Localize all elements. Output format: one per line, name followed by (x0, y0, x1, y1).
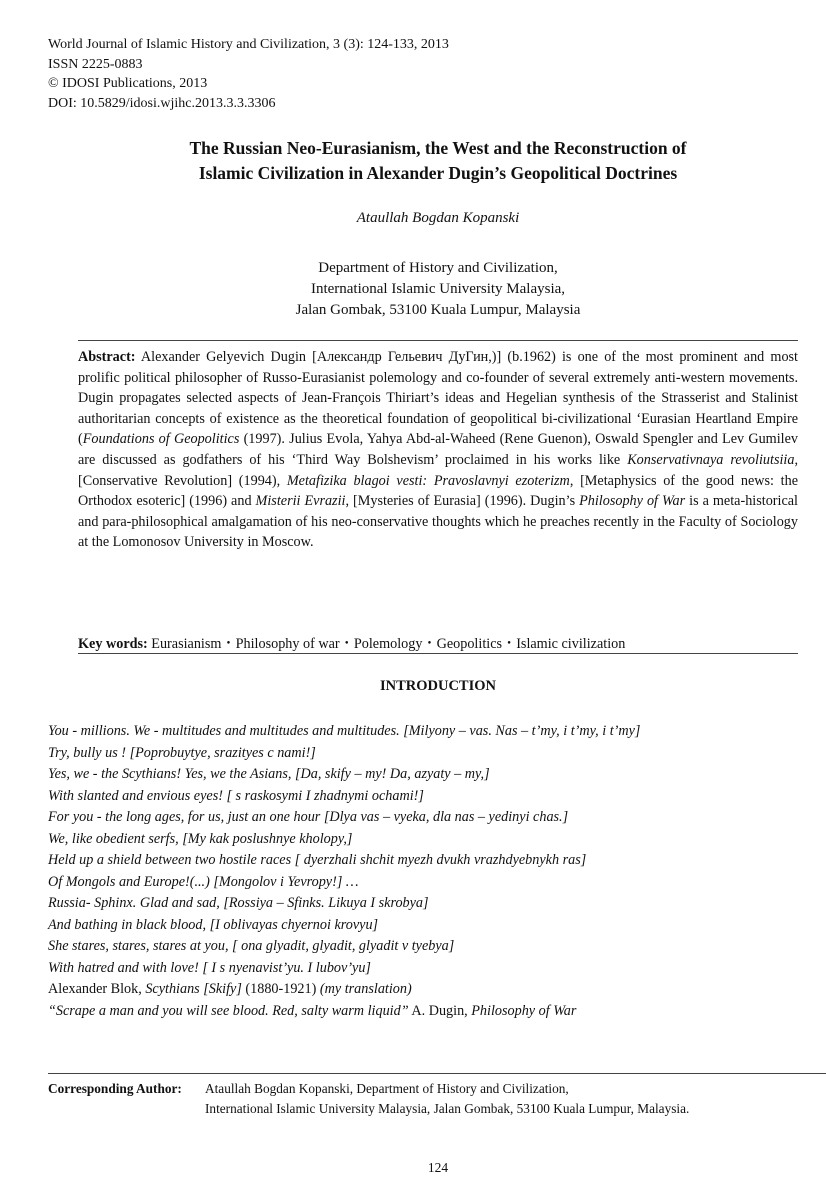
introduction-heading: INTRODUCTION (379, 678, 496, 694)
paper-title (60, 136, 816, 186)
abstract-italic-2: Konservativnaya revoliutsiia (627, 451, 795, 468)
abstract-text-1: Alexander Gelyevich Dugin [Александр Гельевич ДуГин,)] (b.1962) is one of the most prominent and most prolific political philosopher of Russo-Eurasianist polemology and co-founder of several extremely anti-western movements. Dugin propagates selected aspects of Jean-François Thiriart’s ideas and Hegelian synthesis of the Strasserist and Stalinist authoritarian concepts of existence as the theoretical foundation of geopolitical bi-civilizational ‘Eurasian Heartland Empire ( (78, 349, 798, 448)
page-number: 124 (427, 1160, 449, 1175)
poem-line: She stares, stares, stares at you, [ ona glyadit, glyadit, glyadit v tyebya] (48, 938, 455, 954)
journal-issn: ISSN 2225-0883 (48, 56, 143, 72)
abstract-text-6: is a meta-historical and para-philosophical amalgamation of his neo-conservative thoughts which he preaches recently in the Faculty of Sociology at the Lomonosov University in Moscow. (78, 493, 798, 551)
dugin-quote-text: “Scrape a man and you will see blood. Red, salty warm liquid” (48, 1002, 409, 1019)
keywords (78, 633, 798, 653)
poem-line: Try, bully us ! [Poprobuytye, srazityes c nami!] (48, 744, 316, 761)
poem-credit-note: (my translation) (319, 981, 412, 997)
keywords-bottom-rule (78, 653, 798, 654)
abstract-top-rule (78, 340, 798, 341)
poem-line: Held up a shield between two hostile races [ dyerzhali shchit myezh dvukh vrazhdyebnykh ras] (48, 852, 587, 868)
keywords-text: Eurasianism・Philosophy of war・Polemology・Geopolitics・Islamic civilization (147, 636, 626, 652)
journal-citation: World Journal of Islamic History and Civilization, 3 (3): 124-133, 2013 (48, 37, 449, 52)
poem-line: Russia- Sphinx. Glad and sad, [Rossiya – Sfinks. Likuya I skrobya] (48, 895, 429, 911)
corresponding-line-1: Ataullah Bogdan Kopanski, Department of History and Civilization, (205, 1081, 569, 1096)
abstract-italic-5: Philosophy of War (579, 493, 686, 510)
keywords-label: Key words: (78, 636, 148, 652)
poem-line: With hatred and with love! [ I s nyenavist’yu. I lubov’yu] (48, 959, 371, 976)
corresponding-line-2: International Islamic University Malaysia, Jalan Gombak, 53100 Kuala Lumpur, Malaysia. (205, 1101, 690, 1116)
dugin-quote-author: A. Dugin, (408, 1002, 472, 1019)
dugin-quote (48, 1001, 640, 1023)
abstract-text-5: , [Mysteries of Eurasia] (1996). Dugin’s (345, 493, 580, 510)
poem-line: And bathing in black blood, [I oblivayas chyernoi krovyu] (48, 916, 379, 933)
abstract-italic-4: Misterii Evrazii (255, 493, 346, 510)
affiliation (40, 258, 826, 321)
affiliation-line-3: Jalan Gombak, 53100 Kuala Lumpur, Malaysia (295, 302, 581, 318)
dugin-quote-work: Philosophy of War (471, 1002, 577, 1019)
poem-line: With slanted and envious eyes! [ s raskosymi I zhadnymi ochami!] (48, 787, 424, 804)
corresponding-label: Corresponding Author: (48, 1081, 182, 1096)
corresponding-author (48, 1079, 689, 1119)
poem-line: For you - the long ages, for us, just an one hour [Dlya vas – vyeka, dla nas – yedinyi chas.] (48, 809, 569, 825)
poem-credit (48, 979, 640, 1001)
title-line-1: The Russian Neo-Eurasianism, the West and the Reconstruction of (189, 138, 687, 158)
poem-credit-years: (1880-1921) (241, 981, 320, 997)
poem-line: We, like obedient serfs, [My kak poslushnye kholopy,] (48, 830, 353, 847)
poem-line: Yes, we - the Scythians! Yes, we the Asians, [Da, skify – my! Da, azyaty – my,] (48, 766, 490, 782)
abstract-italic-3: Metafizika blagoi vesti: Pravoslavnyi ezoterizm (286, 472, 570, 489)
title-line-2: Islamic Civilization in Alexander Dugin’s Geopolitical Doctrines (198, 163, 678, 183)
journal-copyright: © IDOSI Publications, 2013 (48, 76, 208, 91)
affiliation-line-2: International Islamic University Malaysia, (310, 281, 566, 297)
journal-doi: DOI: 10.5829/idosi.wjihc.2013.3.3.3306 (48, 95, 276, 111)
journal-info (48, 35, 449, 113)
abstract-text-4: , [Metaphysics of the good news: the Orthodox esoteric] (1996) and (78, 472, 799, 510)
poem-credit-work: Scythians [Skify] (145, 981, 242, 997)
footnote-rule (48, 1073, 826, 1074)
poem-line: Of Mongols and Europe!(...) [Mongolov i Yevropy!] … (48, 873, 359, 890)
abstract-text-2: (1997). Julius Evola, Yahya Abd-al-Waheed (Rene Guenon), Oswald Spengler and Lev Gumilev are discussed as godfathers of his ‘Third Way Bolshevism’ proclaimed in his works like (78, 431, 798, 468)
poem-epigraph (48, 721, 640, 1022)
abstract (78, 347, 798, 553)
affiliation-line-1: Department of History and Civilization, (318, 260, 558, 276)
abstract-italic-1: Foundations of Geopolitics (82, 431, 240, 448)
abstract-label: Abstract: (78, 349, 136, 365)
author-name: Ataullah Bogdan Kopanski (356, 210, 520, 226)
abstract-text-3: , [Conservative Revolution] (1994), (78, 451, 798, 489)
poem-line: You - millions. We - multitudes and multitudes and multitudes. [Milyony – vas. Nas – t’my, i t’my, i t’my] (48, 723, 641, 739)
poem-credit-author: Alexander Blok, (48, 981, 146, 997)
